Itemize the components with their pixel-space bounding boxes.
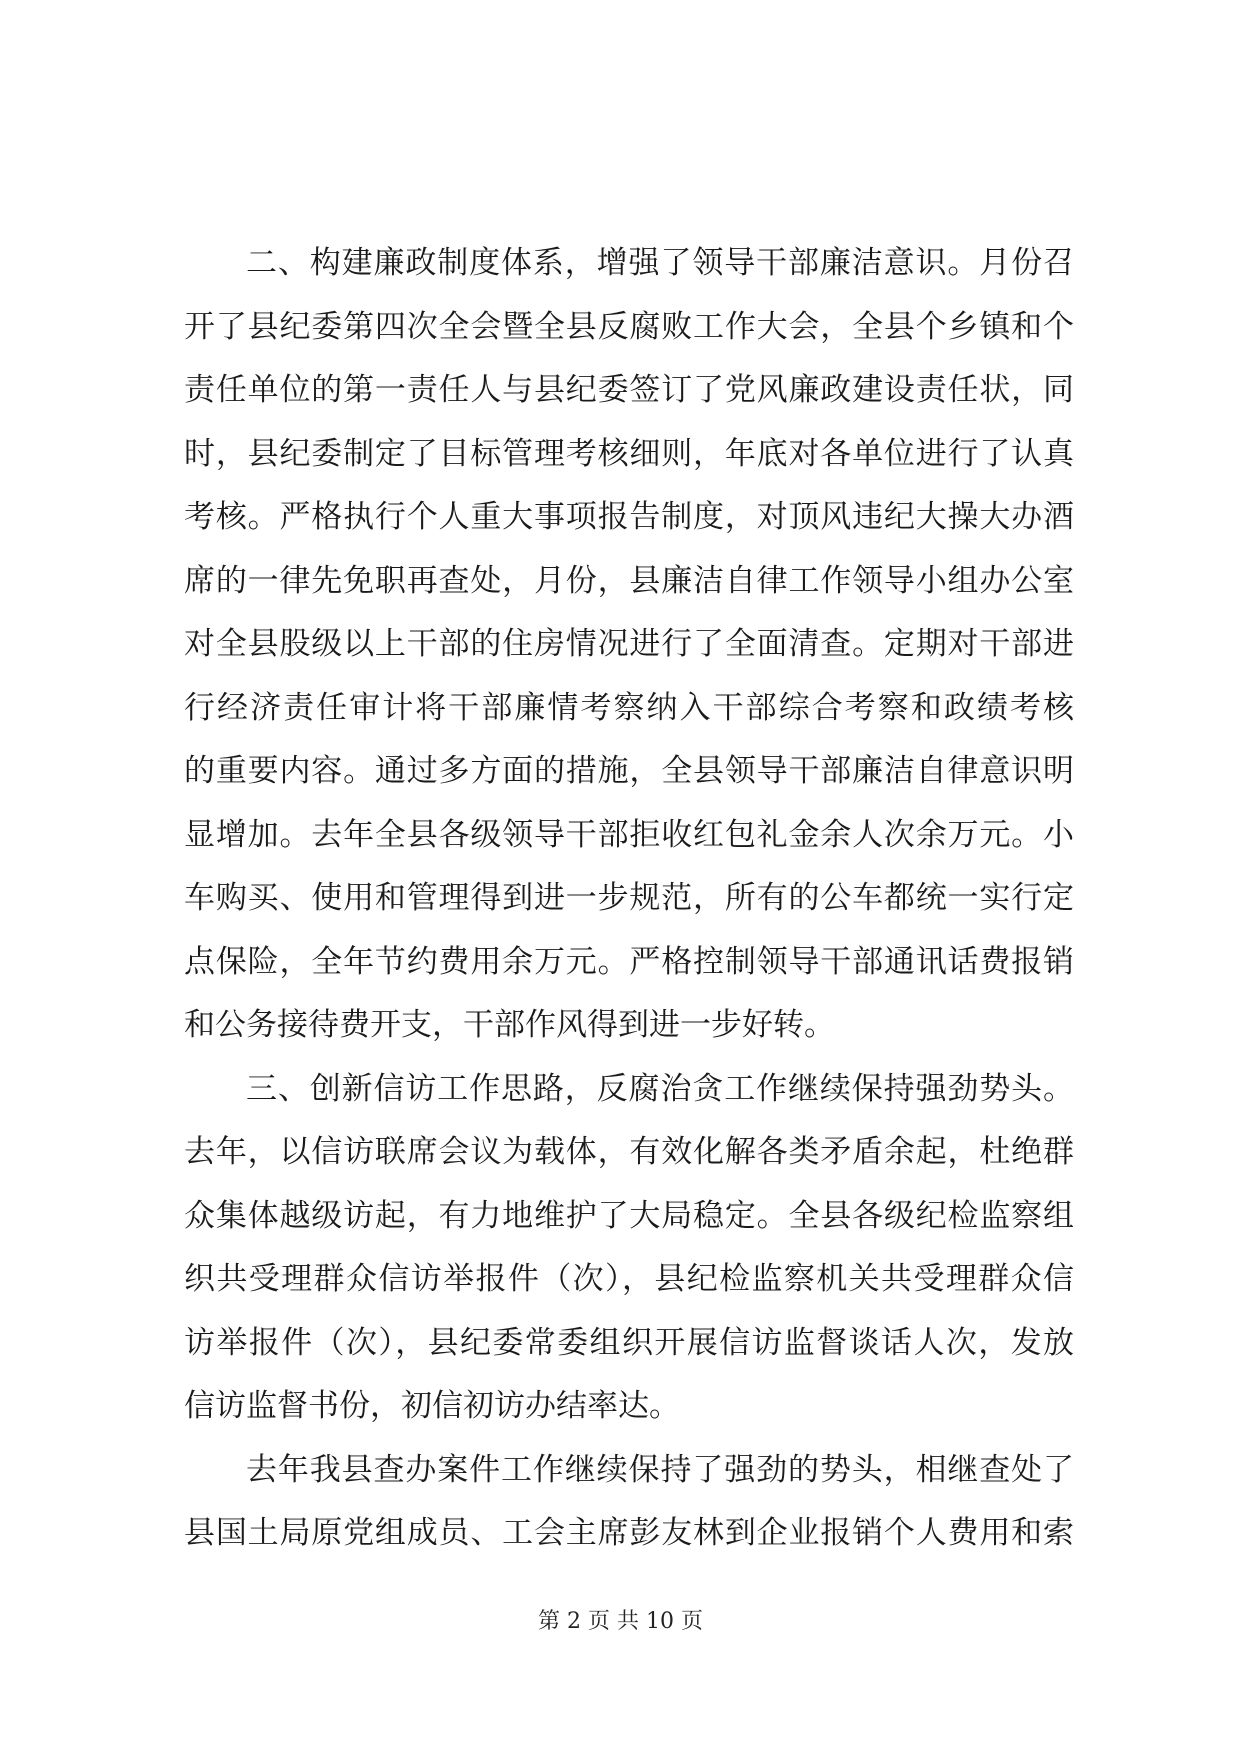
text-line <box>184 613 1074 677</box>
text-line-content: 县国土局原党组成员、工会主席彭友林到企业报销个人费用和索 <box>184 1515 1074 1551</box>
text-line-content: 织共受理群众信访举报件（次），县纪检监察机关共受理群众信 <box>184 1261 1074 1297</box>
text-line-content: 信访监督书份，初信初访办结率达。 <box>184 1388 680 1424</box>
text-line-content: 车购买、使用和管理得到进一步规范，所有的公车都统一实行定 <box>184 880 1074 916</box>
text-line-content: 时，县纪委制定了目标管理考核细则，年底对各单位进行了认真 <box>184 435 1074 472</box>
text-line-content: 去年我县查办案件工作继续保持了强劲的势头，相继查处了 <box>246 1451 1074 1488</box>
text-line-content: 对全县股级以上干部的住房情况进行了全面清查。定期对干部进 <box>184 626 1074 662</box>
text-line <box>184 1185 1074 1249</box>
text-line-content: 席的一律先免职再查处，月份，县廉洁自律工作领导小组办公室 <box>184 562 1074 599</box>
text-line <box>184 931 1074 995</box>
text-line <box>184 1439 1074 1503</box>
text-line-content: 二、构建廉政制度体系，增强了领导干部廉洁意识。月份召 <box>246 245 1074 281</box>
text-line-content: 去年，以信访联席会议为载体，有效化解各类矛盾余起，杜绝群 <box>184 1134 1074 1170</box>
text-line <box>184 994 1074 1058</box>
text-line <box>184 1312 1074 1376</box>
text-line-content: 点保险，全年节约费用余万元。严格控制领导干部通讯话费报销 <box>184 943 1074 980</box>
text-line <box>184 1375 1074 1439</box>
text-line <box>184 550 1074 614</box>
text-line <box>184 1058 1074 1122</box>
text-line-content: 和公务接待费开支，干部作风得到进一步好转。 <box>184 1007 835 1043</box>
text-line-content: 显增加。去年全县各级领导干部拒收红包礼金余人次余万元。小 <box>184 816 1074 853</box>
page-footer: 第 2 页 共 10 页 <box>538 1609 703 1634</box>
text-line-content: 的重要内容。通过多方面的措施，全县领导干部廉洁自律意识明 <box>184 753 1074 789</box>
text-line <box>184 677 1074 741</box>
text-line <box>184 486 1074 550</box>
text-line-content: 众集体越级访起，有力地维护了大局稳定。全县各级纪检监察组 <box>184 1197 1074 1234</box>
text-line <box>184 296 1074 360</box>
text-line-content: 访举报件（次），县纪委常委组织开展信访监督谈话人次，发放 <box>184 1324 1074 1361</box>
text-line <box>184 740 1074 804</box>
text-line-content: 开了县纪委第四次全会暨全县反腐败工作大会，全县个乡镇和个 <box>184 308 1074 345</box>
document-body <box>184 232 1074 1566</box>
text-line <box>184 359 1074 423</box>
text-line <box>184 867 1074 931</box>
text-line-content: 责任单位的第一责任人与县纪委签订了党风廉政建设责任状，同 <box>184 372 1074 408</box>
text-line <box>184 423 1074 487</box>
text-line <box>184 1248 1074 1312</box>
text-line-content: 三、创新信访工作思路，反腐治贪工作继续保持强劲势头。 <box>246 1070 1074 1107</box>
text-line <box>184 1502 1074 1566</box>
text-line <box>184 804 1074 868</box>
text-line-content: 考核。严格执行个人重大事项报告制度，对顶风违纪大操大办酒 <box>184 499 1074 535</box>
text-line <box>184 232 1074 296</box>
text-line-content: 行经济责任审计将干部廉情考察纳入干部综合考察和政绩考核 <box>184 689 1074 726</box>
text-line <box>184 1121 1074 1185</box>
